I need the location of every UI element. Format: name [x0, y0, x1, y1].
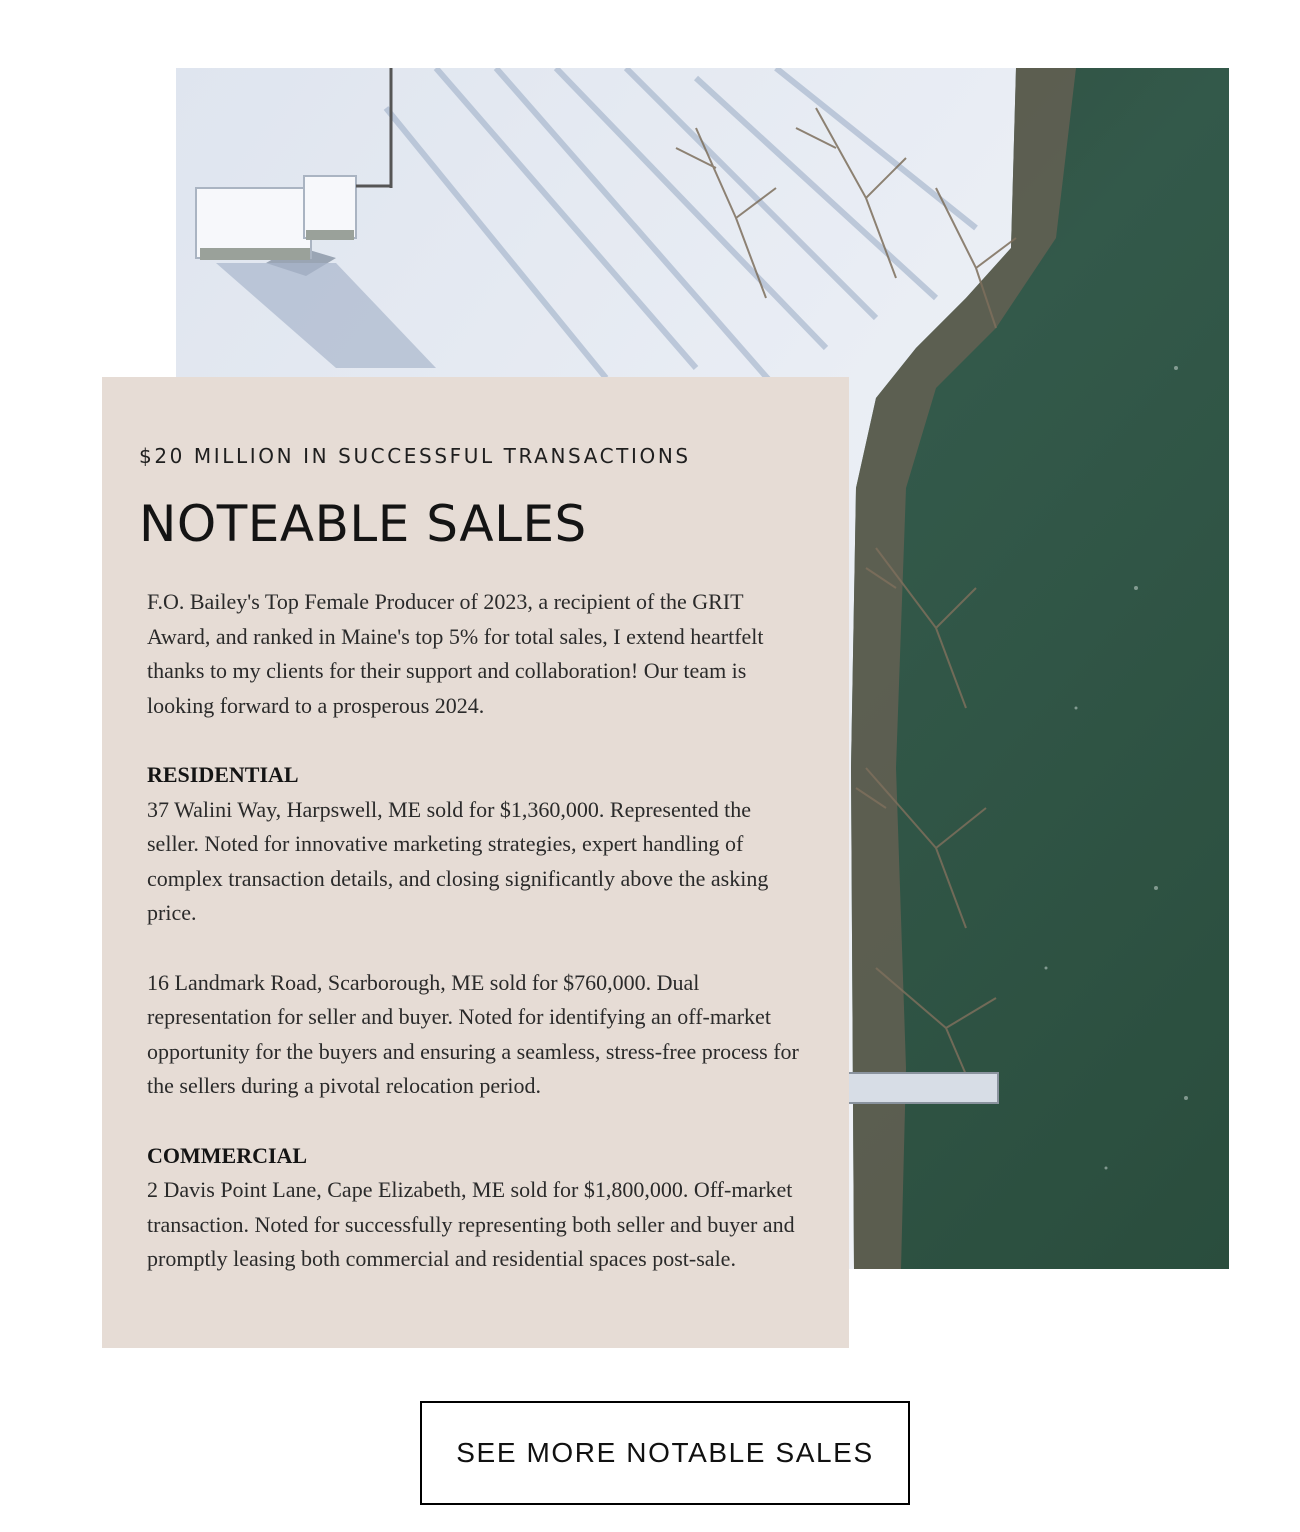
see-more-notable-sales-button[interactable]: SEE MORE NOTABLE SALES — [420, 1401, 910, 1505]
spacer — [147, 723, 802, 758]
spacer — [147, 1104, 802, 1139]
residential-sale-1: 37 Walini Way, Harpswell, ME sold for $1,360,000. Represented the seller. Noted for innovative marketing strategies, expert handling of complex transaction details, and closing significantly above the asking price. — [147, 796, 769, 926]
section-title: NOTEABLE SALES — [139, 495, 587, 553]
notable-sales-card — [102, 377, 849, 1348]
card-body — [147, 585, 802, 1277]
intro-paragraph: F.O. Bailey's Top Female Producer of 2023, a recipient of the GRIT Award, and ranked in Maine's top 5% for total sales, I extend heartfelt thanks to my clients for their support and collaboration! Our team is looking forward to a prosperous 2024. — [147, 589, 764, 718]
eyebrow-text: $20 MILLION IN SUCCESSFUL TRANSACTIONS — [139, 444, 691, 468]
commercial-heading: COMMERCIAL — [147, 1142, 308, 1168]
spacer — [147, 931, 802, 966]
residential-sale-2: 16 Landmark Road, Scarborough, ME sold for $760,000. Dual representation for seller and buyer. Noted for identifying an off-market opportunity for the buyers and ensuring a seamless, stress-free process for the sellers during a pivotal relocation period. — [147, 969, 799, 1099]
residential-heading: RESIDENTIAL — [147, 761, 299, 787]
commercial-sale-1: 2 Davis Point Lane, Cape Elizabeth, ME sold for $1,800,000. Off-market transaction. Noted for successfully representing both seller and buyer and promptly leasing both commercial and residential spaces post-sale. — [147, 1177, 795, 1272]
